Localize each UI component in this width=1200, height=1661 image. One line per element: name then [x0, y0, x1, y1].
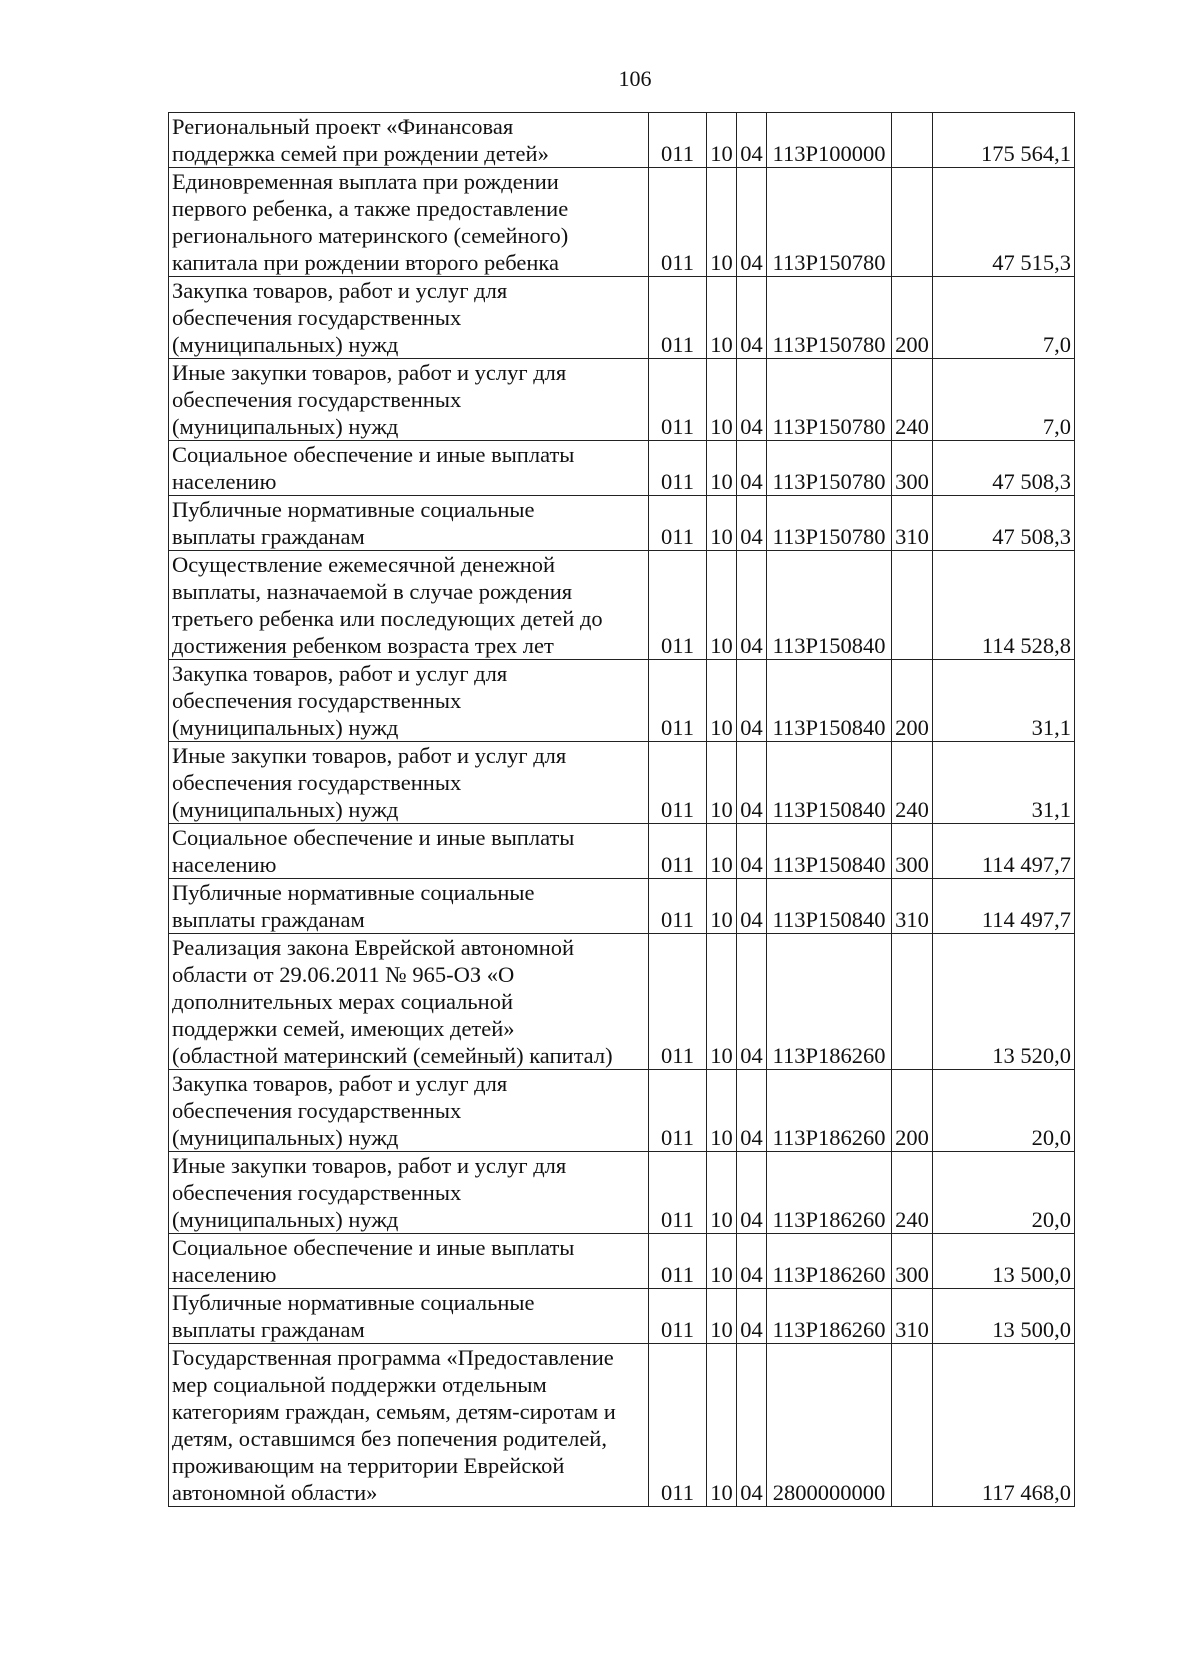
amount-cell: 114 528,8 — [933, 551, 1075, 660]
item-name-line: проживающим на территории Еврейской — [172, 1453, 565, 1478]
table-row — [169, 1344, 1075, 1507]
subsection-code-cell: 04 — [737, 1152, 767, 1234]
item-name-line: третьего ребенка или последующих детей до — [172, 606, 603, 631]
target-article-cell: 113P150780 — [767, 496, 892, 551]
item-name-line: выплаты гражданам — [172, 907, 365, 932]
expense-type-cell — [892, 551, 933, 660]
target-article-cell: 113P186260 — [767, 1289, 892, 1344]
item-name-line: (муниципальных) нужд — [172, 715, 399, 740]
amount-cell: 47 508,3 — [933, 496, 1075, 551]
target-article-cell: 113P150840 — [767, 879, 892, 934]
item-name-cell — [169, 1234, 649, 1289]
item-name-cell — [169, 277, 649, 359]
item-name-line: Закупка товаров, работ и услуг для — [172, 661, 508, 686]
subsection-code-cell: 04 — [737, 1070, 767, 1152]
target-article-cell: 113P100000 — [767, 113, 892, 168]
item-name-line: поддержки семей, имеющих детей» — [172, 1016, 515, 1041]
item-name-line: автономной области» — [172, 1480, 378, 1505]
table-row — [169, 1234, 1075, 1289]
subsection-code-cell: 04 — [737, 277, 767, 359]
table-row — [169, 441, 1075, 496]
amount-cell: 20,0 — [933, 1152, 1075, 1234]
section-code-cell: 10 — [707, 1234, 737, 1289]
item-name-line: обеспечения государственных — [172, 305, 462, 330]
item-name-line: (муниципальных) нужд — [172, 332, 399, 357]
subsection-code-cell: 04 — [737, 1289, 767, 1344]
admin-code-cell: 011 — [649, 277, 707, 359]
target-article-cell: 113P186260 — [767, 1070, 892, 1152]
target-article-cell: 113P150840 — [767, 824, 892, 879]
admin-code-cell: 011 — [649, 1234, 707, 1289]
item-name-line: Закупка товаров, работ и услуг для — [172, 278, 508, 303]
item-name-line: Иные закупки товаров, работ и услуг для — [172, 1153, 567, 1178]
table-row — [169, 824, 1075, 879]
item-name-line: населению — [172, 852, 277, 877]
target-article-cell: 113P150780 — [767, 277, 892, 359]
table-row — [169, 551, 1075, 660]
amount-cell: 13 500,0 — [933, 1234, 1075, 1289]
item-name-cell — [169, 1152, 649, 1234]
admin-code-cell: 011 — [649, 551, 707, 660]
expense-type-cell: 300 — [892, 441, 933, 496]
amount-cell: 20,0 — [933, 1070, 1075, 1152]
amount-cell: 47 515,3 — [933, 168, 1075, 277]
item-name-cell — [169, 441, 649, 496]
amount-cell: 175 564,1 — [933, 113, 1075, 168]
table-row — [169, 879, 1075, 934]
item-name-line: первого ребенка, а также предоставление — [172, 196, 569, 221]
subsection-code-cell: 04 — [737, 168, 767, 277]
expense-type-cell: 240 — [892, 359, 933, 441]
budget-table — [168, 112, 1075, 1507]
item-name-line: поддержка семей при рождении детей» — [172, 141, 549, 166]
item-name-cell — [169, 1344, 649, 1507]
subsection-code-cell: 04 — [737, 824, 767, 879]
item-name-cell — [169, 934, 649, 1070]
item-name-line: мер социальной поддержки отдельным — [172, 1372, 547, 1397]
item-name-line: Публичные нормативные социальные — [172, 1290, 535, 1315]
expense-type-cell — [892, 113, 933, 168]
admin-code-cell: 011 — [649, 742, 707, 824]
item-name-line: Региональный проект «Финансовая — [172, 114, 514, 139]
section-code-cell: 10 — [707, 551, 737, 660]
admin-code-cell: 011 — [649, 168, 707, 277]
table-row — [169, 168, 1075, 277]
admin-code-cell: 011 — [649, 359, 707, 441]
amount-cell: 31,1 — [933, 660, 1075, 742]
item-name-cell — [169, 359, 649, 441]
table-row — [169, 496, 1075, 551]
subsection-code-cell: 04 — [737, 660, 767, 742]
item-name-line: обеспечения государственных — [172, 688, 462, 713]
item-name-line: регионального материнского (семейного) — [172, 223, 569, 248]
target-article-cell: 113P150780 — [767, 441, 892, 496]
target-article-cell: 113P150840 — [767, 551, 892, 660]
admin-code-cell: 011 — [649, 1289, 707, 1344]
section-code-cell: 10 — [707, 824, 737, 879]
expense-type-cell: 310 — [892, 496, 933, 551]
table-row — [169, 1070, 1075, 1152]
table-row — [169, 113, 1075, 168]
subsection-code-cell: 04 — [737, 1344, 767, 1507]
item-name-line: категориям граждан, семьям, детям-сиротам и — [172, 1399, 616, 1424]
item-name-line: Государственная программа «Предоставление — [172, 1345, 614, 1370]
amount-cell: 13 520,0 — [933, 934, 1075, 1070]
target-article-cell: 113P150780 — [767, 359, 892, 441]
section-code-cell: 10 — [707, 879, 737, 934]
admin-code-cell: 011 — [649, 934, 707, 1070]
item-name-cell — [169, 660, 649, 742]
page-number: 106 — [618, 66, 652, 91]
subsection-code-cell: 04 — [737, 934, 767, 1070]
admin-code-cell: 011 — [649, 441, 707, 496]
section-code-cell: 10 — [707, 934, 737, 1070]
section-code-cell: 10 — [707, 742, 737, 824]
expense-type-cell: 310 — [892, 879, 933, 934]
item-name-line: капитала при рождении второго ребенка — [172, 250, 560, 275]
admin-code-cell: 011 — [649, 113, 707, 168]
admin-code-cell: 011 — [649, 660, 707, 742]
section-code-cell: 10 — [707, 168, 737, 277]
item-name-cell — [169, 1289, 649, 1344]
target-article-cell: 113P150840 — [767, 742, 892, 824]
admin-code-cell: 011 — [649, 879, 707, 934]
item-name-line: выплаты, назначаемой в случае рождения — [172, 579, 573, 604]
expense-type-cell: 200 — [892, 277, 933, 359]
subsection-code-cell: 04 — [737, 359, 767, 441]
section-code-cell: 10 — [707, 496, 737, 551]
section-code-cell: 10 — [707, 277, 737, 359]
amount-cell: 31,1 — [933, 742, 1075, 824]
admin-code-cell: 011 — [649, 496, 707, 551]
item-name-line: обеспечения государственных — [172, 1098, 462, 1123]
item-name-line: дополнительных мерах социальной — [172, 989, 514, 1014]
item-name-cell — [169, 824, 649, 879]
item-name-line: достижения ребенком возраста трех лет — [172, 633, 554, 658]
expense-type-cell: 200 — [892, 1070, 933, 1152]
subsection-code-cell: 04 — [737, 496, 767, 551]
subsection-code-cell: 04 — [737, 113, 767, 168]
item-name-line: (муниципальных) нужд — [172, 1125, 399, 1150]
admin-code-cell: 011 — [649, 1152, 707, 1234]
table-row — [169, 277, 1075, 359]
target-article-cell: 113P186260 — [767, 934, 892, 1070]
item-name-line: выплаты гражданам — [172, 1317, 365, 1342]
target-article-cell: 2800000000 — [767, 1344, 892, 1507]
item-name-cell — [169, 168, 649, 277]
section-code-cell: 10 — [707, 441, 737, 496]
item-name-line: (муниципальных) нужд — [172, 1207, 399, 1232]
item-name-line: (областной материнский (семейный) капитал) — [172, 1043, 613, 1068]
subsection-code-cell: 04 — [737, 742, 767, 824]
subsection-code-cell: 04 — [737, 551, 767, 660]
section-code-cell: 10 — [707, 1289, 737, 1344]
target-article-cell: 113P186260 — [767, 1234, 892, 1289]
admin-code-cell: 011 — [649, 1344, 707, 1507]
item-name-line: населению — [172, 1262, 277, 1287]
amount-cell: 7,0 — [933, 277, 1075, 359]
item-name-cell — [169, 1070, 649, 1152]
expense-type-cell: 300 — [892, 824, 933, 879]
table-row — [169, 1289, 1075, 1344]
item-name-line: населению — [172, 469, 277, 494]
item-name-line: Иные закупки товаров, работ и услуг для — [172, 743, 567, 768]
expense-type-cell: 200 — [892, 660, 933, 742]
expense-type-cell — [892, 168, 933, 277]
item-name-line: Единовременная выплата при рождении — [172, 169, 559, 194]
item-name-line: Иные закупки товаров, работ и услуг для — [172, 360, 567, 385]
amount-cell: 114 497,7 — [933, 824, 1075, 879]
amount-cell: 117 468,0 — [933, 1344, 1075, 1507]
table-row — [169, 660, 1075, 742]
table-row — [169, 1152, 1075, 1234]
section-code-cell: 10 — [707, 359, 737, 441]
amount-cell: 47 508,3 — [933, 441, 1075, 496]
expense-type-cell: 310 — [892, 1289, 933, 1344]
expense-type-cell: 240 — [892, 742, 933, 824]
item-name-line: Закупка товаров, работ и услуг для — [172, 1071, 508, 1096]
target-article-cell: 113P150780 — [767, 168, 892, 277]
subsection-code-cell: 04 — [737, 441, 767, 496]
table-row — [169, 359, 1075, 441]
item-name-line: Публичные нормативные социальные — [172, 497, 535, 522]
item-name-line: Публичные нормативные социальные — [172, 880, 535, 905]
item-name-line: детям, оставшимся без попечения родителей, — [172, 1426, 607, 1451]
section-code-cell: 10 — [707, 113, 737, 168]
admin-code-cell: 011 — [649, 1070, 707, 1152]
item-name-line: (муниципальных) нужд — [172, 414, 399, 439]
table-row — [169, 742, 1075, 824]
item-name-line: (муниципальных) нужд — [172, 797, 399, 822]
admin-code-cell: 011 — [649, 824, 707, 879]
item-name-line: Реализация закона Еврейской автономной — [172, 935, 575, 960]
section-code-cell: 10 — [707, 1070, 737, 1152]
item-name-cell — [169, 551, 649, 660]
item-name-line: обеспечения государственных — [172, 1180, 462, 1205]
section-code-cell: 10 — [707, 1344, 737, 1507]
item-name-line: Социальное обеспечение и иные выплаты — [172, 1235, 575, 1260]
item-name-line: Социальное обеспечение и иные выплаты — [172, 442, 575, 467]
table-row — [169, 934, 1075, 1070]
expense-type-cell — [892, 934, 933, 1070]
subsection-code-cell: 04 — [737, 1234, 767, 1289]
expense-type-cell: 300 — [892, 1234, 933, 1289]
amount-cell: 7,0 — [933, 359, 1075, 441]
item-name-line: обеспечения государственных — [172, 387, 462, 412]
item-name-line: выплаты гражданам — [172, 524, 365, 549]
item-name-cell — [169, 879, 649, 934]
expense-type-cell: 240 — [892, 1152, 933, 1234]
item-name-cell — [169, 742, 649, 824]
section-code-cell: 10 — [707, 660, 737, 742]
target-article-cell: 113P150840 — [767, 660, 892, 742]
amount-cell: 114 497,7 — [933, 879, 1075, 934]
item-name-cell — [169, 496, 649, 551]
amount-cell: 13 500,0 — [933, 1289, 1075, 1344]
table-body — [169, 113, 1075, 1507]
item-name-line: Социальное обеспечение и иные выплаты — [172, 825, 575, 850]
expense-type-cell — [892, 1344, 933, 1507]
subsection-code-cell: 04 — [737, 879, 767, 934]
item-name-line: области от 29.06.2011 № 965-ОЗ «О — [172, 962, 515, 987]
item-name-line: Осуществление ежемесячной денежной — [172, 552, 556, 577]
section-code-cell: 10 — [707, 1152, 737, 1234]
item-name-cell — [169, 113, 649, 168]
item-name-line: обеспечения государственных — [172, 770, 462, 795]
target-article-cell: 113P186260 — [767, 1152, 892, 1234]
